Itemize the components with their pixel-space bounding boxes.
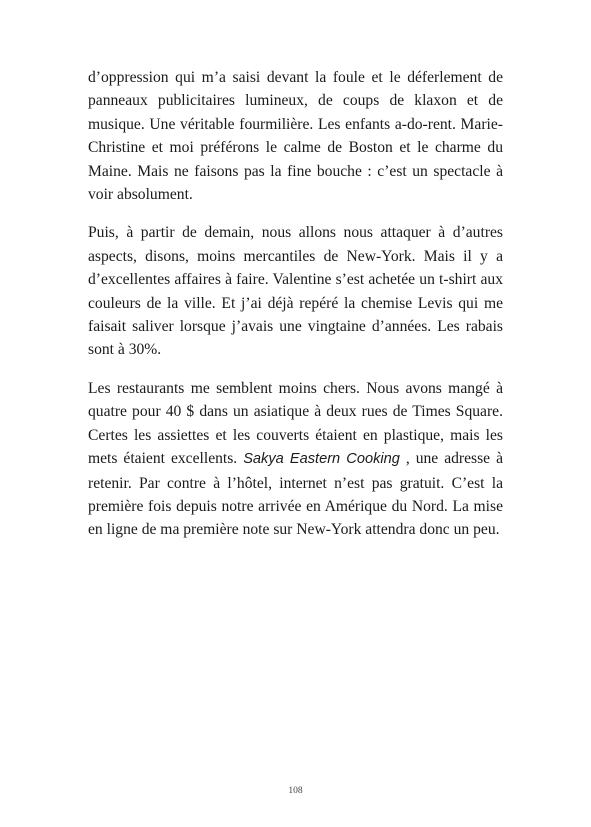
body-text [88, 66, 503, 542]
page-number: 108 [288, 786, 303, 796]
paragraph-1: d’oppression qui m’a saisi devant la foule et le déferlement de panneaux publicitaires lumineux, de coups de klaxon et de musique. Une véritable fourmilière. Les enfants a-do-rent. Marie-Christine et moi préférons le calme de Boston et le charme du Maine. Mais ne faisons pas la fine bouche : c’est un spectacle à voir absolument. [88, 69, 503, 204]
paragraph-3 [88, 377, 503, 542]
restaurant-name: Sakya Eastern Cooking [243, 451, 400, 468]
paragraph-3-text-after: , une adresse à retenir. Par contre à l’hôtel, internet n’est pas gratuit. C’est la première fois depuis notre arrivée en Amérique du Nord. La mise en ligne de ma première note sur New-York attendra donc un peu. [88, 450, 503, 539]
paragraph-3-text-before: Les restaurants me semblent moins chers. Nous avons mangé à quatre pour 40 $ dans un asiatique à deux rues de Times Square. Certes les assiettes et les couverts étaient en plastique, mais les mets étaient excellents. [88, 379, 503, 468]
paragraph-2: Puis, à partir de demain, nous allons nous attaquer à d’autres aspects, disons, moins mercantiles de New-York. Mais il y a d’excellentes affaires à faire. Valentine s’est achetée un t-shirt aux couleurs de la ville. Et j’ai déjà repéré la chemise Levis qui me faisait saliver lorsque j’avais une vingtaine d’années. Les rabais sont à 30%. [88, 224, 503, 359]
